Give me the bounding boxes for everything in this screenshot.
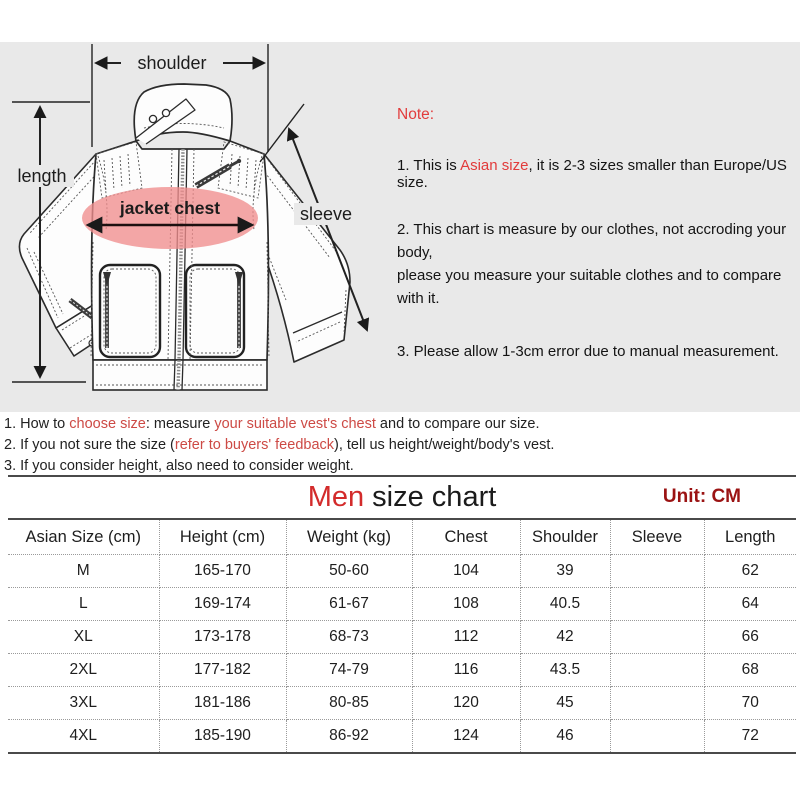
table-row <box>8 720 796 754</box>
cell-length: 68 <box>704 654 796 687</box>
size-table <box>8 518 796 754</box>
cell-weight: 86-92 <box>286 720 412 754</box>
table-row <box>8 654 796 687</box>
cell-shoulder: 46 <box>520 720 610 754</box>
note2-line1: 2. This chart is measure by our clothes, not accroding your body, <box>397 221 787 261</box>
size-chart-title <box>308 481 497 514</box>
title-rest: size chart <box>364 481 497 513</box>
shoulder-label: shoulder <box>137 53 207 73</box>
cell-size: 2XL <box>8 654 159 687</box>
cell-height: 177-182 <box>159 654 286 687</box>
cell-length: 64 <box>704 588 796 621</box>
col-header-sleeve: Sleeve <box>610 519 704 555</box>
col-header-chest: Chest <box>412 519 520 555</box>
tip-item-1 <box>4 414 796 435</box>
cell-shoulder: 42 <box>520 621 610 654</box>
cell-height: 169-174 <box>159 588 286 621</box>
cell-sleeve <box>610 555 704 588</box>
cell-length: 62 <box>704 555 796 588</box>
cell-size: 3XL <box>8 687 159 720</box>
cell-height: 173-178 <box>159 621 286 654</box>
table-header-row <box>8 519 796 555</box>
tips-section <box>4 414 796 477</box>
note1-highlight: Asian size <box>460 157 529 174</box>
cell-weight: 80-85 <box>286 687 412 720</box>
cell-sleeve <box>610 588 704 621</box>
cell-chest: 116 <box>412 654 520 687</box>
cell-weight: 74-79 <box>286 654 412 687</box>
note1-text-end: , it is 2-3 sizes smaller than Europe/US size. <box>397 157 787 191</box>
cell-weight: 68-73 <box>286 621 412 654</box>
collar <box>134 84 232 144</box>
cell-chest: 104 <box>412 555 520 588</box>
cell-chest: 124 <box>412 720 520 754</box>
col-header-shoulder: Shoulder <box>520 519 610 555</box>
note-item-3: 3. Please allow 1-3cm error due to manual measurement. <box>397 343 779 360</box>
tip1-text: 1. How to <box>4 416 70 432</box>
note-item-1 <box>397 157 789 191</box>
col-header-height: Height (cm) <box>159 519 286 555</box>
cell-chest: 120 <box>412 687 520 720</box>
cell-size: XL <box>8 621 159 654</box>
cell-size: M <box>8 555 159 588</box>
cell-weight: 50-60 <box>286 555 412 588</box>
col-header-asian-size: Asian Size (cm) <box>8 519 159 555</box>
chest-highlight-ellipse <box>82 187 258 249</box>
tip2-highlight: refer to buyers' feedback <box>174 437 335 453</box>
cell-shoulder: 40.5 <box>520 588 610 621</box>
note2-line2: please you measure your suitable clothes and to compare with it. <box>397 267 782 307</box>
cell-shoulder: 39 <box>520 555 610 588</box>
cell-size: L <box>8 588 159 621</box>
sleeve-label: sleeve <box>299 204 353 224</box>
tip2-text2: ), tell us height/weight/body's vest. <box>334 437 555 453</box>
tip-item-2 <box>4 435 796 456</box>
tip2-text: 2. If you not sure the size ( <box>4 437 175 453</box>
table-row <box>8 621 796 654</box>
cell-length: 72 <box>741 727 759 744</box>
tip1-highlight1: choose size <box>69 416 146 432</box>
cell-height: 165-170 <box>159 555 286 588</box>
note1-text: 1. This is <box>397 157 461 174</box>
cell-shoulder: 45 <box>520 687 610 720</box>
cell-sleeve <box>610 654 704 687</box>
cell-sleeve <box>610 621 704 654</box>
col-header-length: Length <box>704 519 796 555</box>
length-label: length <box>17 166 67 186</box>
cell-length: 66 <box>704 621 796 654</box>
size-chart-section <box>8 475 796 754</box>
title-men: Men <box>307 481 365 513</box>
tip1-text2: : measure <box>145 416 215 432</box>
tip1-highlight2: your suitable vest's chest <box>214 416 376 432</box>
chest-label: jacket chest <box>119 198 221 218</box>
cell-sleeve <box>610 720 704 754</box>
tip1-text3: and to compare our size. <box>375 416 540 432</box>
cell-size: 4XL <box>8 720 159 754</box>
col-header-weight: Weight (kg) <box>286 519 412 555</box>
table-row <box>8 555 796 588</box>
notes-section <box>397 106 789 360</box>
cell-length: 70 <box>704 687 796 720</box>
cell-sleeve <box>610 687 704 720</box>
jacket-diagram <box>0 42 392 412</box>
unit-label: Unit: CM <box>662 486 741 507</box>
table-row <box>8 588 796 621</box>
cell-shoulder: 43.5 <box>520 654 610 687</box>
tip-item-3: 3. If you consider height, also need to consider weight. <box>4 458 354 474</box>
cell-height: 181-186 <box>159 687 286 720</box>
cell-weight: 61-67 <box>286 588 412 621</box>
notes-title: Note: <box>397 106 435 123</box>
table-row <box>8 687 796 720</box>
note-item-2 <box>397 218 789 310</box>
cell-chest: 112 <box>412 621 520 654</box>
cell-height: 185-190 <box>159 720 286 754</box>
measurement-panel <box>0 42 800 412</box>
size-chart-title-band <box>8 475 796 518</box>
cell-chest: 108 <box>412 588 520 621</box>
